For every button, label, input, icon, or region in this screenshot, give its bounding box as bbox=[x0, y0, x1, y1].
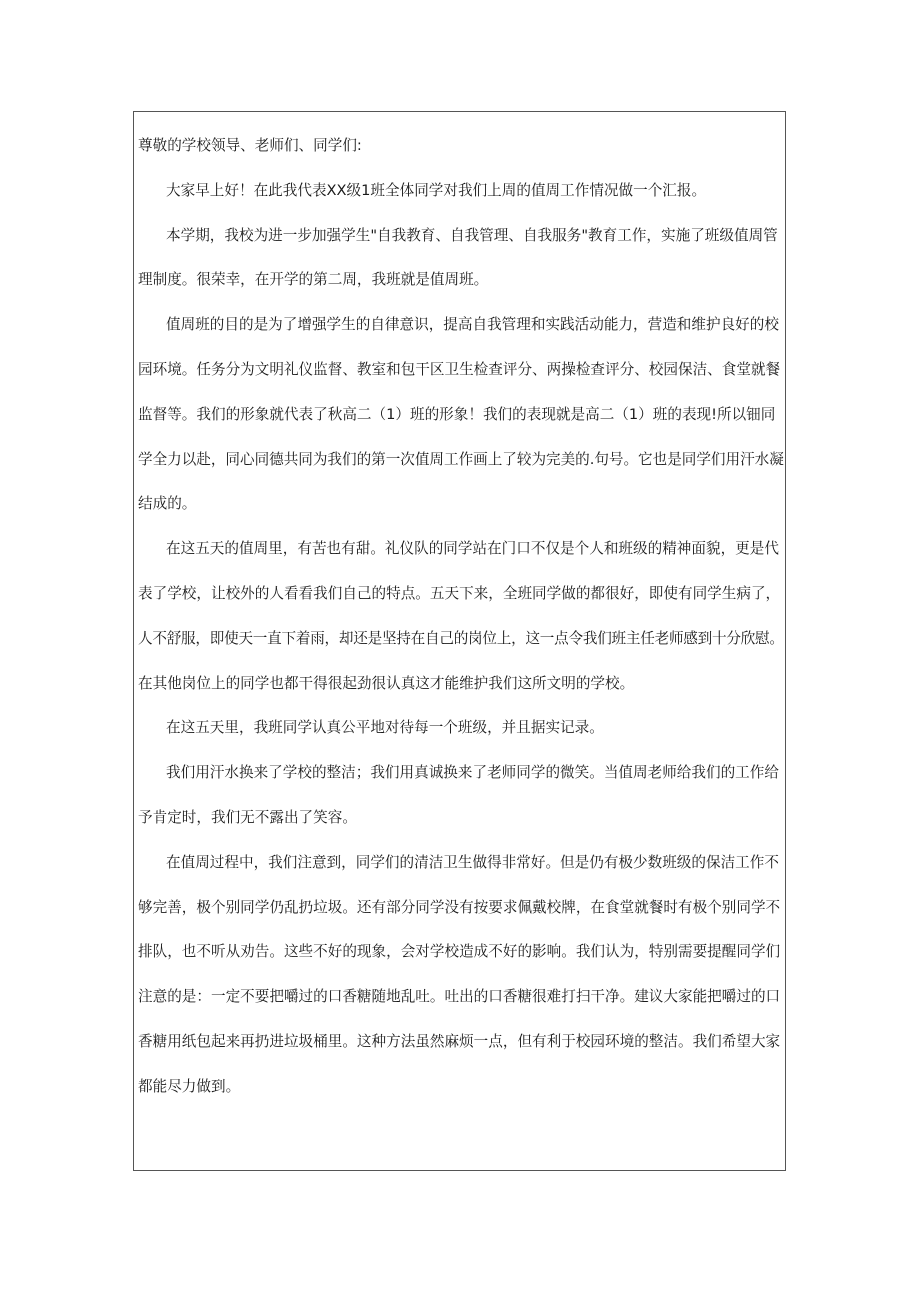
text-line: 香糖用纸包起来再扔进垃圾桶里。这种方法虽然麻烦一点，但有利于校园环境的整洁。我们希望大家 bbox=[138, 1032, 781, 1050]
greeting-line: 尊敬的学校领导、老师们、同学们: bbox=[138, 137, 362, 154]
text-line: 园环境。任务分为文明礼仪监督、教室和包干区卫生检查评分、两操检查评分、校园保洁、食堂就餐 bbox=[138, 360, 781, 378]
text-line: 学全力以赴，同心同德共同为我们的第一次值周工作画上了较为完美的.句号。它也是同学们用汗水凝 bbox=[138, 450, 784, 468]
text-line: 表了学校，让校外的人看看我们自己的特点。五天下来，全班同学做的都很好，即使有同学生病了， bbox=[138, 584, 781, 602]
text-line: 够完善，极个别同学仍乱扔垃圾。还有部分同学没有按要求佩戴校牌，在食堂就餐时有极个别同学不 bbox=[138, 898, 781, 916]
text-line: 大家早上好！在此我代表XX级1班全体同学对我们上周的值周工作情况做一个汇报。 bbox=[166, 181, 707, 199]
text-line: 在其他岗位上的同学也都干得很起劲很认真这才能维护我们这所文明的学校。 bbox=[138, 674, 635, 692]
text-line: 值周班的目的是为了增强学生的自律意识，提高自我管理和实践活动能力，营造和维护良好的校 bbox=[166, 316, 779, 334]
text-line: 予肯定时，我们无不露出了笑容。 bbox=[138, 808, 357, 826]
text-line: 结成的。 bbox=[138, 495, 197, 513]
text-line: 监督等。我们的形象就代表了秋高二（1）班的形象！我们的表现就是高二（1）班的表现!所以钿同 bbox=[138, 405, 776, 423]
text-line: 排队，也不听从劝告。这些不好的现象，会对学校造成不好的影响。我们认为，特别需要提醒同学们 bbox=[138, 943, 781, 961]
text-line: 在值周过程中，我们注意到，同学们的清洁卫生做得非常好。但是仍有极少数班级的保洁工作不 bbox=[166, 853, 779, 871]
text-line: 本学期，我校为进一步加强学生"自我教育、自我管理、自我服务"教育工作，实施了班级值周管 bbox=[166, 226, 778, 244]
document-body bbox=[138, 124, 784, 1110]
text-line: 都能尽力做到。 bbox=[138, 1077, 241, 1095]
text-line: 在这五天里，我班同学认真公平地对待每一个班级，并且据实记录。 bbox=[166, 719, 604, 737]
text-line: 注意的是：一定不要把嚼过的口香糖随地乱吐。吐出的口香糖很难打扫干净。建议大家能把嚼过的口 bbox=[138, 988, 781, 1006]
text-line: 我们用汗水换来了学校的整洁；我们用真诚换来了老师同学的微笑。当值周老师给我们的工作给 bbox=[166, 764, 779, 782]
text-line: 在这五天的值周里，有苦也有甜。礼仪队的同学站在门口不仅是个人和班级的精神面貌，更是代 bbox=[166, 540, 779, 558]
text-line: 理制度。很荣幸，在开学的第二周，我班就是值周班。 bbox=[138, 271, 489, 289]
text-line: 人不舒服，即使天一直下着雨，却还是坚持在自己的岗位上，这一点令我们班主任老师感到十分欣慰。 bbox=[138, 629, 784, 647]
